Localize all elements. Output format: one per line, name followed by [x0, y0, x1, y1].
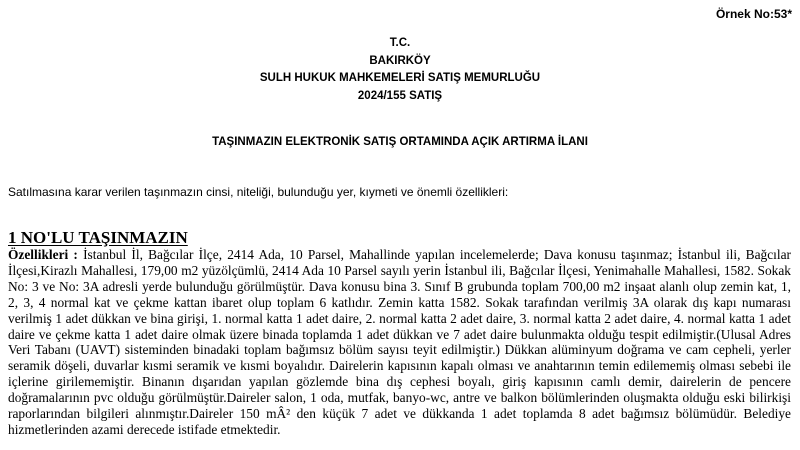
court-header: [0, 35, 800, 105]
section-heading: 1 NO'LU TAŞINMAZIN: [8, 228, 188, 247]
features-label: Özellikleri :: [8, 247, 78, 262]
header-line-district: BAKIRKÖY: [369, 54, 431, 67]
property-features: [8, 247, 791, 438]
header-line-office: SULH HUKUK MAHKEMELERİ SATIŞ MEMURLUĞU: [259, 72, 541, 84]
header-line-case-number: 2024/155 SATIŞ: [357, 89, 443, 102]
features-text: İstanbul İl, Bağcılar İlçe, 2414 Ada, 10 Parsel, Mahallinde yapılan incelemelerde; Dava konusu taşınmaz; İstanbul ili, Bağcılar İlçesi,Kirazlı Mahallesi, 179,00 m2 yüzölçümlü, 2414 Ada 10 Parsel sayılı yerin İstanbul ili, Bağcılar İlçesi, Yenimahalle Mahallesi, 1582. Sokak No: 3 ve No: 3A adresli yerde bulunduğu görülmüştür. Dava konusu bina 3. Sınıf B grubunda toplam 700,00 m2 inşaat alanlı olup zemin kat, 1, 2, 3, 4 normal kat ve çekme kattan ibaret olup toplam 6 katlıdır. Zemin katta 1582. Sokak tarafından verilmiş 3A olarak dış kapı numarası verilmiş 1 adet dükkan ve bina girişi, 1. normal katta 1 adet daire, 2. normal katta 2 adet daire, 3. normal katta 2 adet daire, 4. normal katta 1 adet daire ve çekme katta 1 adet daire olmak üzere binada toplamda 1 adet dükkan ve 7 adet daire bulunmakta olduğu tespit edilmiştir.(Ulusal Adres Veri Tabanı (UAVT) sisteminden binadaki toplam bağımsız bölüm sayısı teyit edilmiştir.) Dükkan alüminyum doğrama ve cam cepheli, yerler seramik döşeli, duvarlar kısmi seramik ve kısmi boyalıdır. Dairelerin kapısının kapalı olması ve anahtarının temin edilememiş olması sebebi ile içlerine girilememiştir. Binanın dışarıdan yapılan gözlemde bina dış cephesi boyalı, giriş kapısının camlı demir, dairelerin de pencere doğramalarının pvc olduğu görülmüştür.Daireler salon, 1 oda, mutfak, banyo-wc, antre ve balkon bölümlerinden oluşmakta olduğu eski bilirkişi raporlarından bilgileri alınmıştır.Daireler 150 mÂ² den küçük 7 adet ve dükkanda 1 adet toplamda 8 adet bağımsız bölümüdür. Belediye hizmetlerinden azami derecede istifade etmektedir.: [8, 247, 792, 437]
intro-text: Satılmasına karar verilen taşınmazın cinsi, niteliği, bulunduğu yer, kıymeti ve önemli özellikleri:: [8, 185, 509, 199]
header-line-tc: T.C.: [389, 37, 411, 49]
notice-title: TAŞINMAZIN ELEKTRONİK SATIŞ ORTAMINDA AÇIK ARTIRMA İLANI: [212, 136, 588, 148]
document-number: Örnek No:53*: [715, 7, 792, 21]
